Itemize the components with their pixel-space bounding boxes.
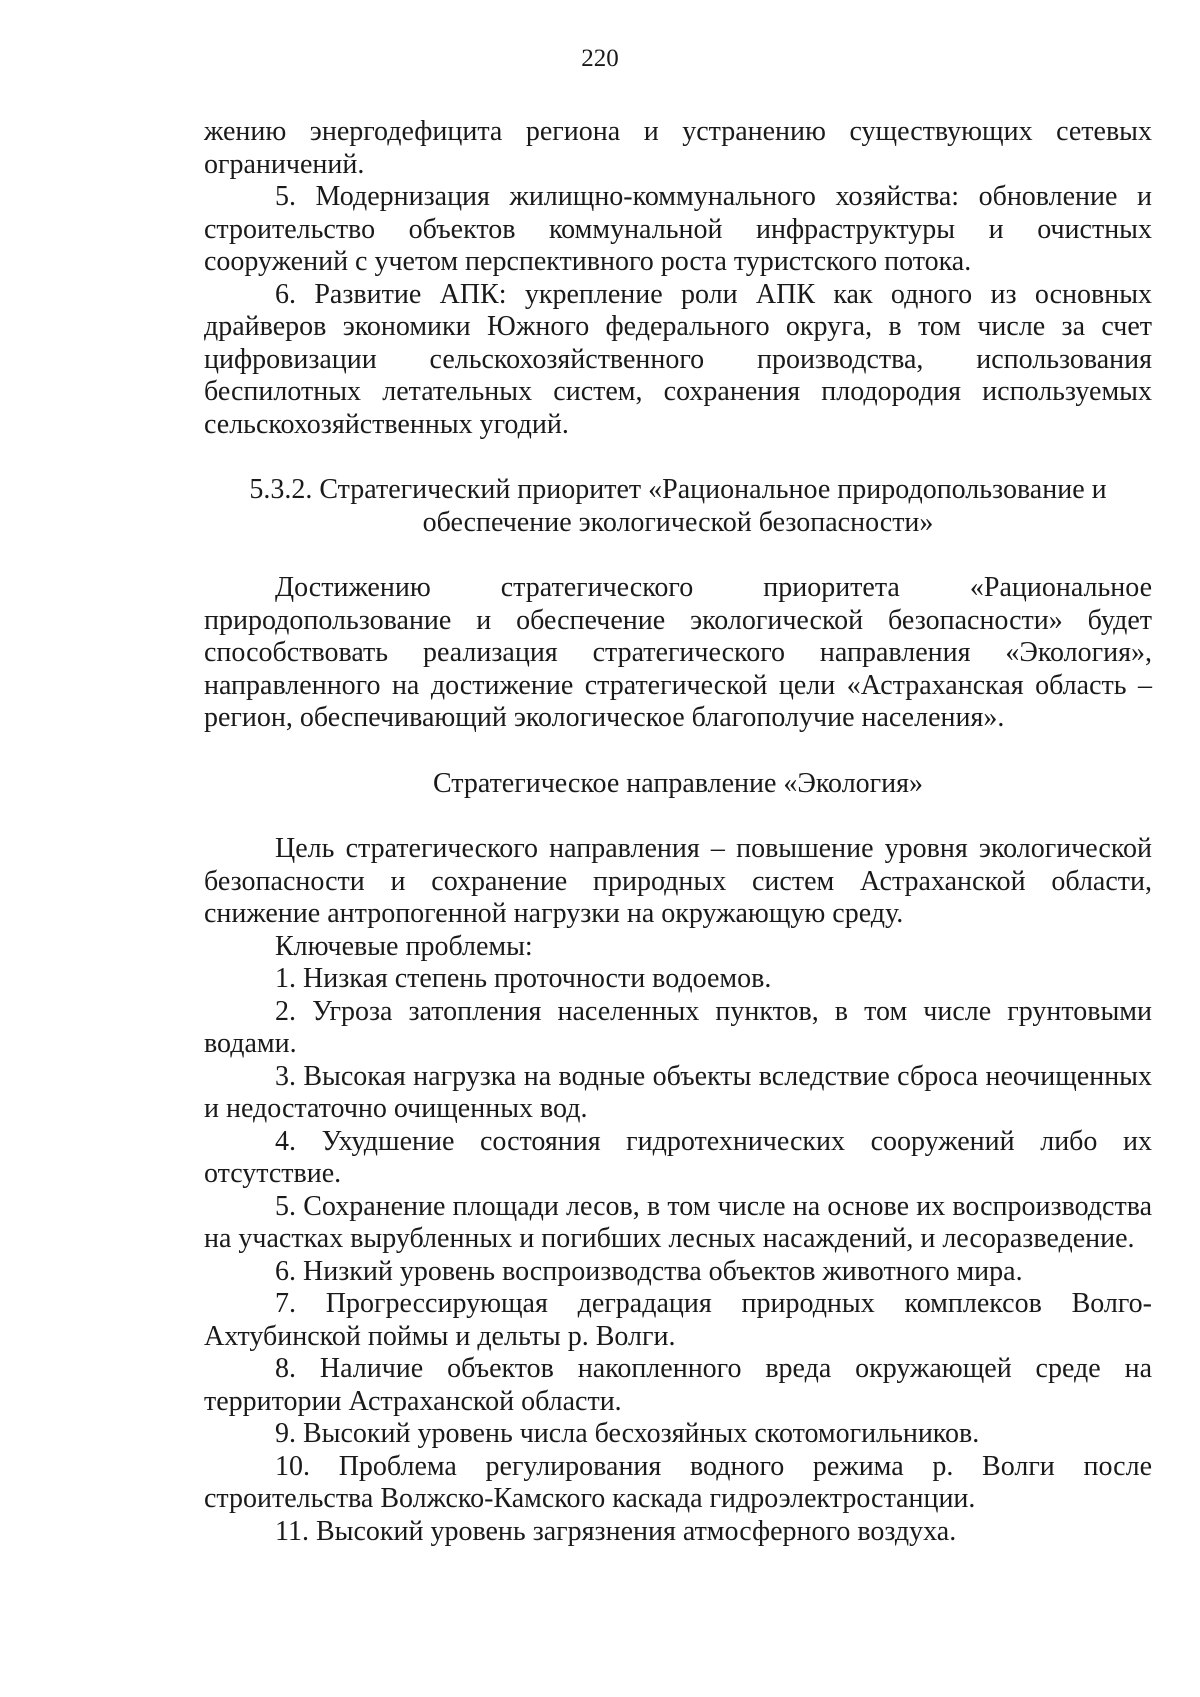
paragraph-item-5-housing: 5. Модернизация жилищно-коммунального хозяйства: обновление и строительство объектов коммунальной инфраструктуры и очистных сооружений с учетом перспективного роста туристского потока. bbox=[204, 181, 1152, 277]
problem-item-8: 8. Наличие объектов накопленного вреда окружающей среде на территории Астраханской области. bbox=[204, 1353, 1152, 1417]
key-problems-label: Ключевые проблемы: bbox=[275, 930, 533, 962]
section-heading-5-3-2: 5.3.2. Стратегический приоритет «Рациональное природопользование и обеспечение экологической безопасности» bbox=[249, 474, 1107, 538]
problem-item-4: 4. Ухудшение состояния гидротехнических сооружений либо их отсутствие. bbox=[204, 1125, 1152, 1189]
problem-item-1: 1. Низкая степень проточности водоемов. bbox=[275, 963, 772, 994]
paragraph-direction-goal: Цель стратегического направления – повышение уровня экологической безопасности и сохранение природных систем Астраханской области, снижение антропогенной нагрузки на окружающую среду. bbox=[204, 833, 1152, 929]
problems-list bbox=[204, 963, 1152, 1548]
paragraph-priority-intro: Достижению стратегического приоритета «Рациональное природопользование и обеспечение экологической безопасности» будет способствовать реализация стратегического направления «Экология», направленного на достижение стратегической цели «Астраханская область – регион, обеспечивающий экологическое благополучие населения». bbox=[204, 572, 1152, 733]
problem-item-11: 11. Высокий уровень загрязнения атмосферного воздуха. bbox=[275, 1515, 957, 1547]
problem-item-7: 7. Прогрессирующая деградация природных комплексов Волго-Ахтубинской поймы и дельты р. Волги. bbox=[204, 1288, 1152, 1352]
problem-item-3: 3. Высокая нагрузка на водные объекты вследствие сброса неочищенных и недостаточно очищенных вод. bbox=[204, 1060, 1152, 1124]
problem-item-2: 2. Угроза затопления населенных пунктов, в том числе грунтовыми водами. bbox=[204, 995, 1152, 1059]
page-number: 220 bbox=[581, 45, 619, 72]
problem-item-10: 10. Проблема регулирования водного режима р. Волги после строительства Волжско-Камского каскада гидроэлектростанции. bbox=[204, 1450, 1152, 1514]
problem-item-6: 6. Низкий уровень воспроизводства объектов животного мира. bbox=[275, 1255, 1023, 1287]
problem-item-9: 9. Высокий уровень числа бесхозяйных скотомогильников. bbox=[275, 1418, 980, 1449]
paragraph-item-6-agro: 6. Развитие АПК: укрепление роли АПК как одного из основных драйверов экономики Южного федерального округа, в том числе за счет цифровизации сельскохозяйственного производства, использования беспилотных летательных систем, сохранения плодородия используемых сельскохозяйственных угодий. bbox=[204, 278, 1152, 440]
subheading-ecology-direction: Стратегическое направление «Экология» bbox=[432, 767, 924, 799]
problem-item-5: 5. Сохранение площади лесов, в том числе на основе их воспроизводства на участках вырубленных и погибших лесных насаждений, и лесоразведение. bbox=[204, 1190, 1152, 1254]
paragraph-continuation: жению энергодефицита региона и устранению существующих сетевых ограничений. bbox=[204, 116, 1152, 180]
document-body bbox=[204, 116, 1152, 1548]
